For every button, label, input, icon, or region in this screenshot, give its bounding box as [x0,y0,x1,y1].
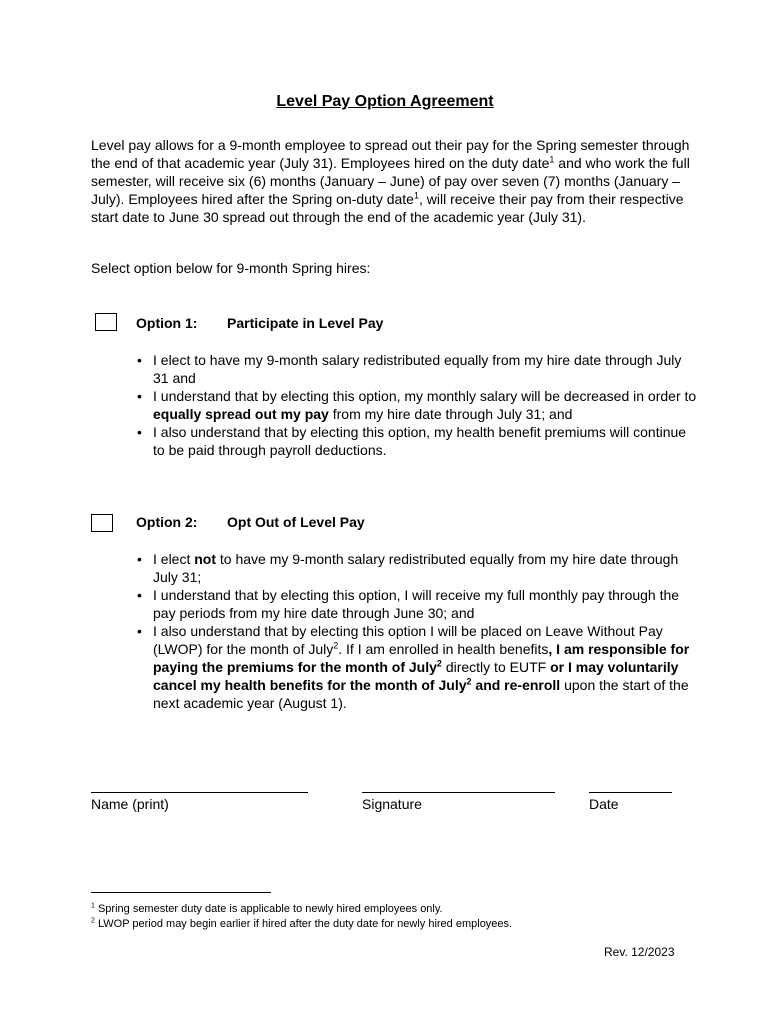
footnote-ref: 1 [549,154,555,165]
select-instruction: Select option below for 9-month Spring hires: [91,260,371,276]
signature-line[interactable] [362,792,555,793]
term-text: I also understand that by electing this option, my health benefit premiums will continue to be paid through payroll deductions. [153,424,687,458]
list-item [137,387,697,423]
term-text: I elect [153,551,195,567]
footnotes [91,902,512,932]
option-2-terms [137,550,697,712]
footnote-divider [91,892,271,893]
term-text: I understand that by electing this option, my monthly salary will be decreased in order to [153,388,697,404]
option-1-number: Option 1: [136,315,198,331]
name-line[interactable] [91,792,308,793]
term-emphasis: equally spread out my pay [153,406,329,422]
footnote-mark: 1 [91,902,95,910]
footnote-ref: 1 [413,190,419,201]
term-emphasis: , I am responsible for paying the premiums for the month of July [153,641,690,675]
term-text: I understand that by electing this option, I will receive my full monthly pay through the pay periods from my hire date through June 30; and [153,587,680,621]
term-emphasis: not [194,551,217,567]
term-text: from my hire date through July 31; and [328,406,573,422]
footnote-2 [91,917,512,932]
list-item [137,622,697,712]
footnote-text: Spring semester duty date is applicable to newly hired employees only. [94,903,443,915]
footnote-mark: 2 [91,917,95,925]
date-line[interactable] [589,792,672,793]
list-item [137,423,697,459]
term-emphasis: or I may voluntarily cancel my health benefits for the month of July [153,659,679,693]
revision-date: Rev. 12/2023 [604,945,675,959]
list-item [137,351,697,387]
term-text: directly to EUTF [441,659,551,675]
footnote-ref: 2 [436,658,442,669]
page-title: Level Pay Option Agreement [276,93,494,110]
option-2-checkbox[interactable] [91,514,113,532]
option-2-number: Option 2: [136,514,198,530]
term-text: . If I am enrolled in health benefits [338,641,549,657]
footnote-ref: 2 [466,676,472,687]
intro-text-1: Level pay allows for a 9-month employee to spread out their pay for the Spring semester through the end of that academic year (July 31). Employees hired on the duty date [91,137,690,171]
term-text: upon the start of the next academic year (August 1). [153,677,689,711]
list-item [137,586,697,622]
name-label: Name (print) [91,796,169,812]
option-1-checkbox[interactable] [95,313,117,331]
intro-paragraph [91,136,691,226]
intro-text-2: and who work the full semester, will receive six (6) months (January – June) of pay over seven (7) months (January – July). Employees hired after the Spring on-duty date [91,155,690,207]
intro-text-3: , will receive their pay from their respective start date to June 30 spread out through the end of the academic year (July 31). [91,191,684,225]
option-2-name: Opt Out of Level Pay [227,514,365,530]
term-text: I also understand that by electing this option I will be placed on Leave Without Pay (LWOP) for the month of July [153,623,663,657]
option-1-terms [137,351,697,459]
footnote-1 [91,902,512,917]
footnote-text: LWOP period may begin earlier if hired after the duty date for newly hired employees. [94,918,513,930]
term-text: I elect to have my 9-month salary redistributed equally from my hire date through July 31 and [153,352,682,386]
list-item [137,550,697,586]
footnote-ref: 2 [333,640,339,651]
term-emphasis: and re-enroll [471,677,561,693]
term-text: to have my 9-month salary redistributed equally from my hire date through July 31; [153,551,679,585]
date-label: Date [589,796,619,812]
signature-label: Signature [362,796,422,812]
option-1-name: Participate in Level Pay [227,315,384,331]
